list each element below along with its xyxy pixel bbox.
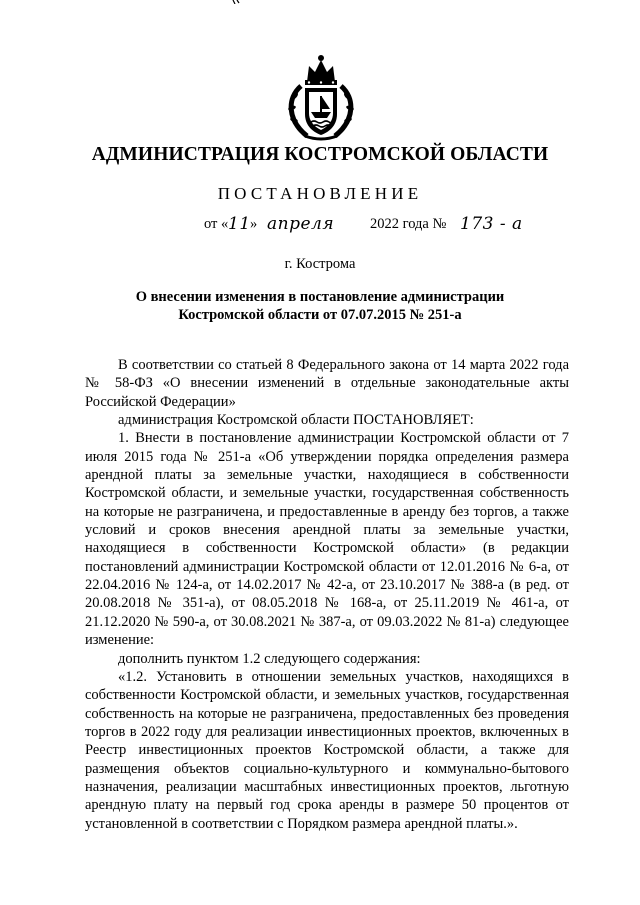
scan-mark xyxy=(232,0,240,4)
document-number: 173 - а xyxy=(460,214,523,234)
date-year-text: 2022 года № xyxy=(370,216,447,232)
document-subject xyxy=(0,288,640,324)
document-body xyxy=(85,356,569,833)
date-line xyxy=(204,216,564,240)
preamble-paragraph: В соответствии со статьей 8 Федерального закона от 14 марта 2022 года № 58-ФЗ «О внесении изменений в отдельные законодательные акты Российской Федерации» xyxy=(85,357,569,410)
item-1-paragraph: 1. Внести в постановление администрации Костромской области от 7 июля 2015 года № 251-а «Об утверждении порядка определения размера арендной платы за земельные участки, находящиеся в собственности Костромской области, и земельные участки, государственная собственность на которые не разграничена, и предоставленные в аренду без торгов, а также условий и сроков внесения арендной платы за земельные участки, находящиеся в собственности Костромской области» (в редакции постановлений администрации Костромской области от 12.01.2016 № 6-а, от 22.04.2016 № 124-а, от 14.02.2017 № 42-а, от 23.10.2017 № 388-а (в ред. от 20.08.2018 № 351-а), от 08.05.2018 № 168-а, от 25.11.2019 № 461-а, от 21.12.2020 № 590-а, от 30.08.2021 № 387-а, от 09.03.2022 № 81-а) следующее изменение: xyxy=(85,430,569,649)
resolution-paragraph: администрация Костромской области ПОСТАНОВЛЯЕТ: xyxy=(118,412,474,429)
date-prefix: от « xyxy=(204,216,229,232)
date-month: апреля xyxy=(267,214,335,234)
subject-line-1: О внесении изменения в постановление администрации xyxy=(135,289,505,305)
document-type: ПОСТАНОВЛЕНИЕ xyxy=(217,184,423,203)
subject-line-2: Костромской области от 07.07.2015 № 251-а xyxy=(178,307,462,323)
city: г. Кострома xyxy=(284,256,356,272)
date-quote-close: » xyxy=(250,216,258,232)
coat-of-arms-icon xyxy=(285,52,357,142)
date-day: 11 xyxy=(228,214,251,234)
organization-title: АДМИНИСТРАЦИЯ КОСТРОМСКОЙ ОБЛАСТИ xyxy=(91,144,549,165)
item-1-2-paragraph: «1.2. Установить в отношении земельных участков, находящихся в собственности Костромской области, и земельных участков, государственная собственность на которые не разграничена, предоставленных без проведения торгов в 2022 году для реализации инвестиционных проектов, включенных в Реестр инвестиционных проектов Костромской области, а также для размещения объектов социально-культурного и коммунально-бытового назначения, реализации масштабных инвестиционных проектов, льготную арендную плату на первый год срока аренды в размере 50 процентов от установленной в соответствии с Порядком размера арендной платы.». xyxy=(85,668,569,832)
supplement-paragraph: дополнить пунктом 1.2 следующего содержания: xyxy=(118,650,421,667)
